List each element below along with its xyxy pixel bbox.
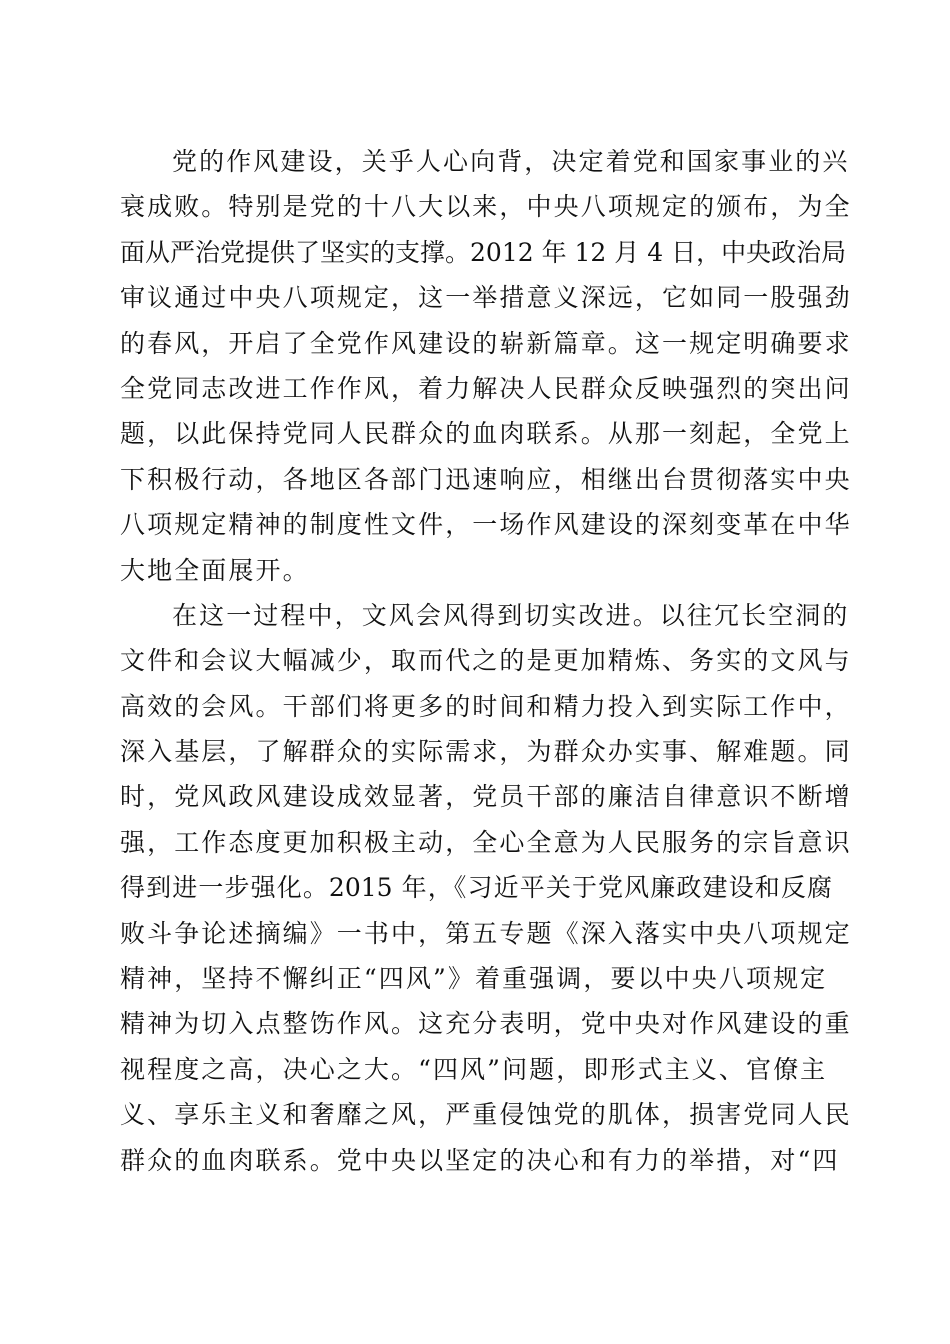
text-line: 审议通过中央八项规定，这一举措意义深远，它如同一股强劲 bbox=[120, 283, 852, 313]
text-line: 高效的会风。干部们将更多的时间和精力投入到实际工作中， bbox=[120, 691, 852, 721]
paragraph-2 bbox=[120, 593, 852, 1183]
paragraph-1 bbox=[120, 139, 852, 593]
text-line: 精神为切入点整饬作风。这充分表明，党中央对作风建设的重 bbox=[120, 1009, 852, 1039]
text-line: 得到进一步强化。2015 年，《习近平关于党风廉政建设和反腐 bbox=[120, 873, 832, 903]
text-line: 文件和会议大幅减少，取而代之的是更加精炼、务实的文风与 bbox=[120, 646, 852, 676]
text-line: 衰成败。特别是党的十八大以来，中央八项规定的颁布，为全 bbox=[120, 192, 852, 222]
text-line: 精神，坚持不懈纠正“四风”》着重强调，要以中央八项规定 bbox=[120, 964, 828, 994]
text-line: 大地全面展开。 bbox=[120, 555, 310, 585]
text-line: 视程度之高，决心之大。“四风”问题，即形式主义、官僚主 bbox=[120, 1054, 828, 1084]
text-line: 题，以此保持党同人民群众的血肉联系。从那一刻起，全党上 bbox=[120, 419, 852, 449]
text-line: 义、享乐主义和奢靡之风，严重侵蚀党的肌体，损害党同人民 bbox=[120, 1100, 852, 1130]
text-line: 全党同志改进工作作风，着力解决人民群众反映强烈的突出问 bbox=[120, 373, 852, 403]
text-line: 深入基层，了解群众的实际需求，为群众办实事、解难题。同 bbox=[120, 737, 852, 767]
body-text bbox=[120, 139, 852, 1183]
text-line: 下积极行动，各地区各部门迅速响应，相继出台贯彻落实中央 bbox=[120, 464, 852, 494]
text-line: 八项规定精神的制度性文件，一场作风建设的深刻变革在中华 bbox=[120, 510, 852, 540]
text-line: 在这一过程中，文风会风得到切实改进。以往冗长空洞的 bbox=[172, 600, 850, 630]
text-line: 党的作风建设，关乎人心向背，决定着党和国家事业的兴 bbox=[172, 147, 850, 176]
text-line: 败斗争论述摘编》一书中，第五专题《深入落实中央八项规定 bbox=[120, 918, 852, 948]
text-line: 的春风，开启了全党作风建设的崭新篇章。这一规定明确要求 bbox=[120, 328, 852, 358]
text-line: 面从严治党提供了坚实的支撑。2012 年 12 月 4 日，中央政治局 bbox=[120, 237, 847, 267]
text-line: 强，工作态度更加积极主动，全心全意为人民服务的宗旨意识 bbox=[120, 827, 852, 857]
text-line: 群众的血肉联系。党中央以坚定的决心和有力的举措，对“四 bbox=[120, 1145, 840, 1175]
text-line: 时，党风政风建设成效显著，党员干部的廉洁自律意识不断增 bbox=[120, 782, 852, 812]
